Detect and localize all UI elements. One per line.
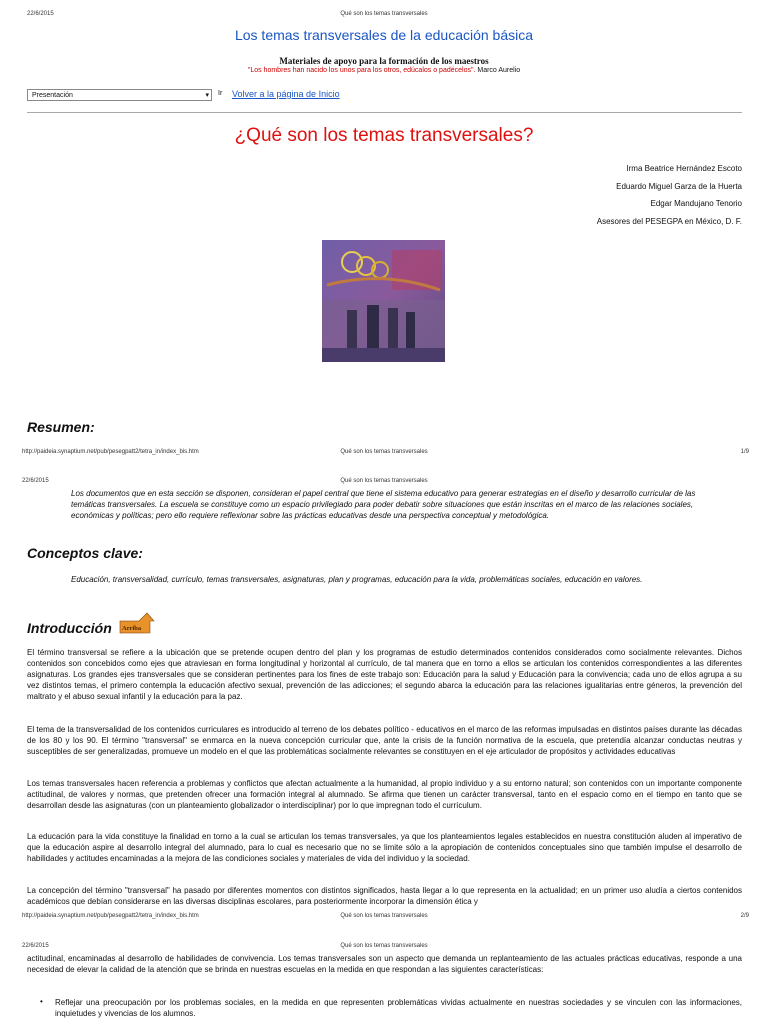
back-home-link[interactable]: Volver a la página de Inicio	[232, 89, 340, 99]
quote-text: "Los hombres han nacido los unos para los otros, edúcalos o padécelos".	[247, 67, 476, 74]
article-title: ¿Qué son los temas transversales?	[234, 125, 534, 146]
conceptos-text: Educación, transversalidad, currículo, temas transversales, asignaturas, plan y programas, educación para la vida, problemáticas sociales, educación en valores.	[71, 575, 643, 584]
conceptos-heading: Conceptos clave:	[27, 545, 143, 561]
print-page-title: Qué son los temas transversales	[340, 478, 428, 484]
go-button[interactable]: Ir	[218, 90, 223, 97]
footer-page-title: Qué son los temas transversales	[340, 913, 428, 919]
paragraph: Los temas transversales hacen referencia a problemas y conflictos que afectan actualmente a la humanidad, al propio individuo y a su entorno natural; son contenidos con un importante componente actitudinal, de valores y normas, que pretenden ofrecer una formación integral al alumnado. Se afirma que tienen un carácter transversal, tanto en el espacio como en el tiempo en tanto que se desarrollan desde las asignaturas (con un planteamiento globalizador o interdisciplinar) por lo que impregnan todo el currículum.	[27, 779, 742, 810]
paragraph: La concepción del término "transversal" ha pasado por diferentes momentos con distintos significados, hasta llegar a lo que representa en la actualidad; en un primer uso aludía a ciertos contenidos académicos que debían considerarse en las diversas disciplinas escolares, para posteriormente incorporar la dimensión ética y	[27, 886, 742, 906]
chevron-down-icon: ▾	[205, 92, 209, 99]
resumen-heading: Resumen:	[27, 419, 95, 435]
author-line: Asesores del PESEGPA en México, D. F.	[596, 216, 742, 226]
print-date: 22/6/2015	[22, 943, 49, 949]
section-select[interactable]	[27, 89, 212, 101]
print-date: 22/6/2015	[22, 478, 49, 484]
paragraph: La educación para la vida constituye la finalidad en torno a la cual se articulan los temas transversales, ya que los planteamientos legales establecidos en nuestra constitución aluden al imperativo de que la educación aspire al desarrollo integral del alumnado, para lo cual es necesario que no se limite sólo a la apropiación de contenidos conceptuales sino que también impulse el desarrollo de habilidades y actitudes encaminadas a la mejora de las condiciones sociales y materiales de vida del individuo y la sociedad.	[27, 832, 742, 863]
print-page-title: Qué son los temas transversales	[340, 943, 428, 949]
intro-heading: Introducción	[27, 620, 112, 636]
arriba-button[interactable]	[119, 612, 155, 634]
paragraph: El término transversal se refiere a la ubicación que se pretende ocupen dentro del plan y los programas de estudio determinados contenidos considerados como socialmente relevantes. Dichos contenidos son concebidos como ejes que atraviesan en forma longitudinal y horizontal al currículo, de tal manera que en torno a ellos se articulan los contenidos correspondientes a las diferentes asignaturas. Los grandes ejes transversales que se consideran pertinentes para los fines de este trabajo son: Educación para la salud y Educación para la convivencia; cada uno de ellos agrupa a su vez distintos temas, el primero contempla la educación afectivo sexual, prevención de las adicciones; el segundo abarca la educación para las relaciones igualitarias entre géneros, la prevención del maltrato y el abuso sexual infantil y la educación para la paz.	[27, 648, 742, 701]
authors-block	[597, 160, 742, 230]
bullet-item: Reflejar una preocupación por los problemas sociales, en la medida en que representen problemáticas vividas actualmente en nuestras sociedades y se vinculen con las informaciones, inquietudes y vivencias de los alumnos.	[55, 998, 742, 1018]
site-title: Los temas transversales de la educación básica	[234, 27, 534, 43]
author-line: Irma Beatrice Hernández Escoto	[626, 164, 742, 173]
print-page-title: Qué son los temas transversales	[340, 11, 428, 17]
artwork-image	[322, 240, 445, 362]
author-line: Eduardo Miguel Garza de la Huerta	[616, 181, 742, 191]
footer-url: http://paideia.synaptium.net/pub/pesegpatt2/tetra_in/index_bis.htm	[22, 449, 199, 455]
footer-url: http://paideia.synaptium.net/pub/pesegpatt2/tetra_in/index_bis.htm	[22, 913, 199, 919]
paragraph: El tema de la transversalidad de los contenidos curriculares es introducido al terreno de los debates político - educativos en el marco de las reformas impulsadas en distintos países durante las décadas de los 80 y los 90. El término "transversal" se enmarca en la nueva concepción curricular que, ante la crisis de la función normativa de la escuela, que pretendía alcanzar conductas neutras y susceptibles de ser generalizadas, promueve un modelo en el que las problemáticas socialmente relevantes se constituyen en el eje articulador de propósitos y actividades educativas	[27, 725, 742, 756]
resumen-text: Los documentos que en esta sección se disponen, consideran el papel central que tiene el sistema educativo para generar estrategias en el diseño y desarrollo curricular de las temáticas transversales. La escuela se constituye como un espacio privilegiado para poder debatir sobre situaciones que están inscritas en el marco de las relaciones sociales, económicas y políticas; pero ello requiere reflexionar sobre las prácticas educativas desde una perspectiva conceptual y metodológica.	[71, 489, 696, 520]
author-line: Edgar Mandujano Tenorio	[650, 199, 742, 208]
site-quote	[0, 67, 768, 74]
bullet-icon: •	[40, 997, 43, 1006]
quote-author: Marco Aurelio	[477, 67, 521, 74]
footer-page-number: 1/9	[740, 449, 749, 455]
divider	[27, 112, 742, 113]
section-select-value: Presentación	[32, 92, 73, 99]
footer-page-number: 2/9	[740, 913, 749, 919]
paragraph: actitudinal, encaminadas al desarrollo de habilidades de convivencia. Los temas transversales son un aspecto que demanda un replanteamiento de las actuales prácticas educativas, responde a una necesidad de elevar la calidad de la atención que se brinda en nuestras escuelas en la medida en que respondan a las siguientes características:	[27, 954, 742, 974]
print-date: 22/6/2015	[27, 11, 54, 17]
footer-page-title: Qué son los temas transversales	[340, 449, 428, 455]
arriba-label: Arriba	[122, 625, 142, 632]
site-subtitle: Materiales de apoyo para la formación de los maestros	[279, 56, 489, 66]
